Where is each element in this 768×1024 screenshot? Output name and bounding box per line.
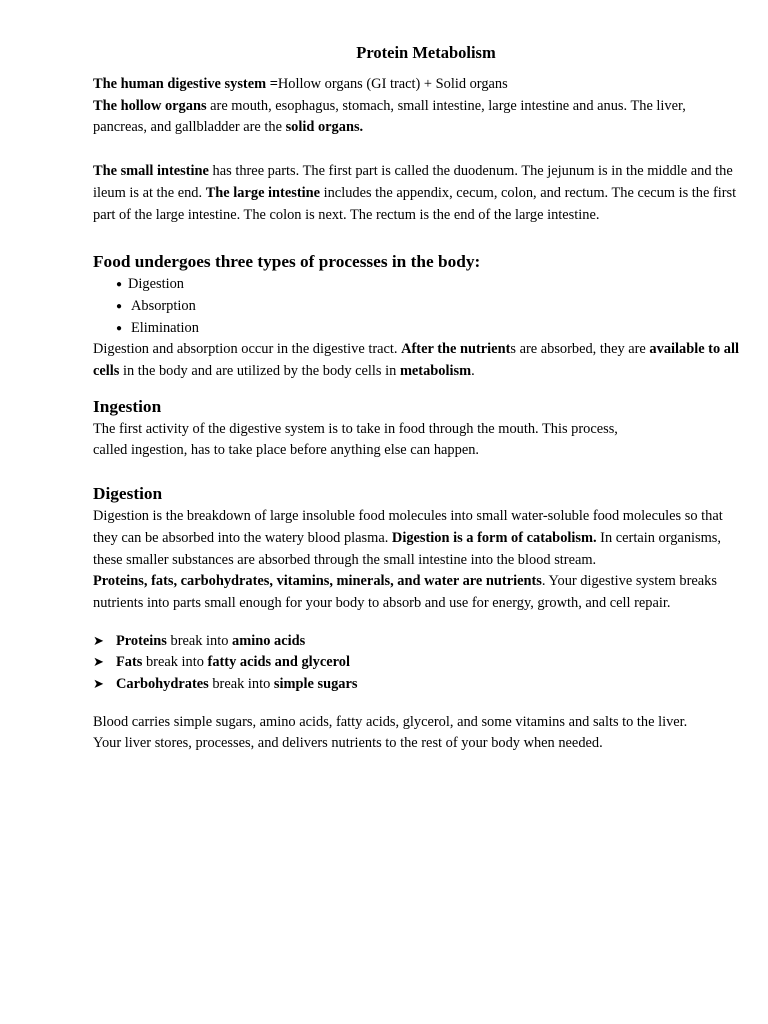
breakdown-verb: break into [142,654,208,671]
breakdown-verb: break into [208,676,274,693]
small-intestine-paragraph [93,161,743,226]
bullet-dot-icon: ● [116,322,123,334]
processes-list [93,274,743,339]
breakdown-list [93,631,743,696]
processes-text1b: s are absorbed, they are [510,341,650,358]
intro-line2-text: are mouth, esophagus, stomach, small intestine, large intestine and anus. The liver, pancreas, and gallbladder are the [93,97,686,136]
list-item-text: Digestion [128,276,184,293]
intro-line1-bold: The human digestive system = [93,76,278,92]
breakdown-result: fatty acids and glycerol [207,654,350,671]
blood-line1: Blood carries simple sugars, amino acids, fatty acids, glycerol, and some vitamins and salts to the liver. [93,713,688,730]
small-intestine-text2: includes the appendix, cecum, colon, and rectum. The cecum is the first part of the large intestine. The colon is next. The rectum is the end of the large intestine. [93,184,737,223]
digestion-text3: . Your digestive system breaks nutrients into parts small enough for your body to absorb and use for energy, growth, and cell repair. [93,573,717,611]
digestion-heading: Digestion [93,484,163,504]
processes-text3: . [471,363,475,380]
processes-paragraph [93,339,743,382]
list-item [93,674,743,696]
processes-bold3: metabolism [399,363,472,380]
list-item [93,274,743,296]
list-item-text: Elimination [131,319,199,336]
processes-bold2: available to all cells [93,341,739,380]
list-item [93,652,743,674]
ingestion-line2: called ingestion, has to take place before anything else can happen. [93,442,479,459]
processes-text2: in the body and are utilized by the body cells in [119,363,400,380]
intro-line2 [93,96,743,139]
breakdown-subject: Proteins [116,632,167,649]
intro-line1-text: Hollow organs (GI tract) + Solid organs [277,76,508,92]
blood-line2: Your liver stores, processes, and delivers nutrients to the rest of your body when needed. [93,735,603,752]
ingestion-line1: The first activity of the digestive system is to take in food through the mouth. This process, [93,420,618,437]
ingestion-heading: Ingestion [93,396,162,416]
breakdown-subject: Fats [116,654,143,671]
arrow-bullet-icon: ➤ [93,655,104,671]
large-intestine-bold: The large intestine [205,184,321,201]
bullet-dot-icon: ● [116,279,123,291]
digestion-bold1: Digestion is a form of catabolism. [391,529,597,546]
list-item [93,296,743,318]
nutrients-bold: Proteins, fats, carbohydrates, vitamins, minerals, and water are nutrients [93,573,542,590]
digestion-text2: In certain organisms, these smaller substances are absorbed through the small intestine into the blood stream. [93,529,721,568]
breakdown-subject: Carbohydrates [116,676,209,693]
list-item [93,631,743,653]
document-body [93,42,743,755]
digestion-paragraph2 [93,571,743,614]
intro-line2-bold: The hollow organs [93,97,207,114]
small-intestine-text1: has three parts. The first part is called the duodenum. The jejunum is in the middle and the ileum is at the end. [93,163,733,201]
breakdown-result: amino acids [232,632,306,649]
breakdown-verb: break into [166,632,233,649]
list-item-text: Absorption [131,297,196,314]
bullet-dot-icon: ● [116,300,123,312]
arrow-bullet-icon: ➤ [93,677,104,693]
page-title: Protein Metabolism [356,43,496,62]
intro-line1 [93,74,743,96]
list-item [93,318,743,340]
digestion-text1: Digestion is the breakdown of large insoluble food molecules into small water-soluble food molecules so that they can be absorbed into the watery blood plasma. [93,508,723,546]
digestion-paragraph1 [93,506,743,571]
intro-line2-bold2: solid organs. [285,119,364,136]
arrow-bullet-icon: ➤ [93,633,104,649]
processes-bold1: After the nutrient [401,341,511,358]
small-intestine-bold: The small intestine [93,163,209,180]
processes-text1: Digestion and absorption occur in the digestive tract. [93,341,402,358]
breakdown-result: simple sugars [273,676,358,693]
processes-heading: Food undergoes three types of processes in the body: [93,252,481,272]
